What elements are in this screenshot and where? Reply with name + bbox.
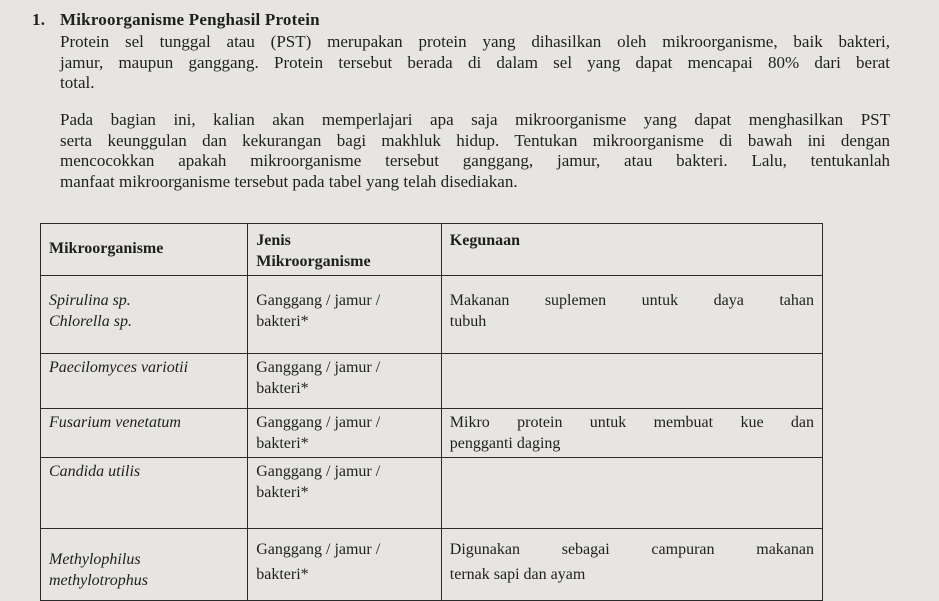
cell-jenis[interactable]: Ganggang / jamur / bakteri* [248, 409, 442, 458]
table-row [41, 276, 823, 354]
cell-organism: Candida utilis [41, 458, 248, 529]
paragraph-line: jamur, maupun ganggang. Protein tersebut berada di dalam sel yang dapat mencapai 80% dari berat [60, 52, 890, 72]
cell-kegunaan-empty[interactable] [441, 354, 822, 409]
cell-kegunaan[interactable]: Mikro protein untuk membuat kue dan pengganti daging [441, 409, 822, 458]
cell-jenis[interactable]: Ganggang / jamur / bakteri* [248, 458, 442, 529]
table-row [41, 529, 823, 601]
cell-kegunaan-empty[interactable] [441, 458, 822, 529]
paragraph-line: serta keunggulan dan kekurangan bagi makhluk hidup. Tentukan mikroorganisme di bawah ini dengan [60, 130, 890, 150]
header-mikroorganisme: Mikroorganisme [41, 224, 248, 276]
paragraph-line: Pada bagian ini, kalian akan memperlajari apa saja mikroorganisme yang dapat menghasilkan PST [60, 110, 890, 129]
paragraph-line: total. [60, 73, 95, 92]
header-jenis: Jenis Mikroorganisme [248, 224, 442, 276]
paragraph-line: manfaat mikroorganisme tersebut pada tabel yang telah disediakan. [60, 171, 518, 191]
cell-jenis[interactable]: Ganggang / jamur / bakteri* [248, 276, 442, 354]
section-number: 1. [32, 10, 46, 29]
cell-organism: Fusarium venetatum [41, 409, 248, 458]
cell-organism: Paecilomyces variotii [41, 354, 248, 409]
pst-table [40, 223, 823, 601]
instruction-paragraph [60, 110, 890, 192]
paragraph-line: mencocokkan apakah mikroorganisme tersebut ganggang, jamur, atau bakteri. Lalu, tentukanlah [60, 151, 890, 170]
table-row [41, 458, 823, 529]
cell-organism: Methylophilus methylotrophus [41, 529, 248, 601]
cell-kegunaan[interactable]: Makanan suplemen untuk daya tahan tubuh [441, 276, 822, 354]
header-kegunaan: Kegunaan [441, 224, 822, 276]
paragraph-line: Protein sel tunggal atau (PST) merupakan protein yang dihasilkan oleh mikroorganisme, baik bakteri, [60, 32, 890, 51]
cell-kegunaan[interactable]: Digunakan sebagai campuran makanan ternak sapi dan ayam [441, 529, 822, 601]
cell-organism: Spirulina sp. Chlorella sp. [41, 276, 248, 354]
cell-jenis[interactable]: Ganggang / jamur / bakteri* [248, 354, 442, 409]
table-row [41, 354, 823, 409]
section-heading [32, 10, 320, 30]
table-row [41, 409, 823, 458]
section-title: Mikroorganisme Penghasil Protein [60, 10, 320, 29]
table-header-row [41, 224, 823, 276]
intro-paragraph [60, 32, 890, 94]
cell-jenis[interactable]: Ganggang / jamur / bakteri* [248, 529, 442, 601]
